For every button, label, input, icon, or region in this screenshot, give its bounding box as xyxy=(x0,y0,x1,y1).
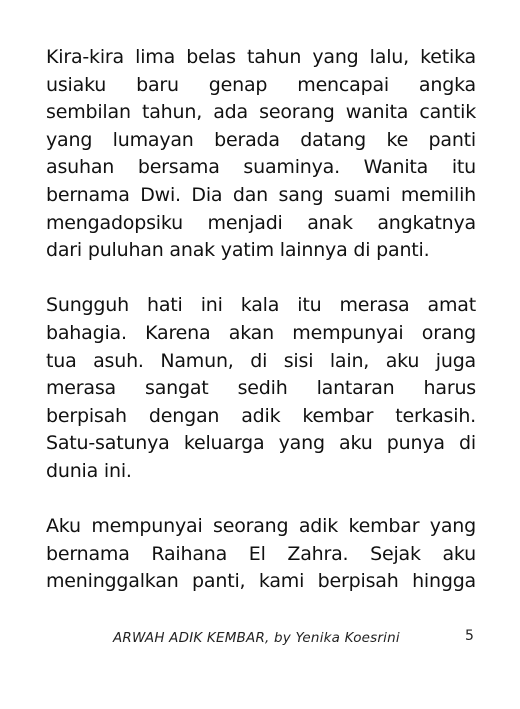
text-line: Kira-kira lima belas tahun yang lalu, ketika xyxy=(46,46,476,68)
text-line: asuhan bersama suaminya. Wanita itu xyxy=(46,156,476,179)
paragraph-2 xyxy=(46,292,476,485)
text-line: mengadopsiku menjadi anak angkatnya xyxy=(46,211,476,234)
text-line: berpisah dengan adik kembar terkasih. xyxy=(46,404,476,427)
text-line: meninggalkan panti, kami berpisah hingga xyxy=(46,570,476,593)
text-line: bahagia. Karena akan mempunyai orang xyxy=(46,321,476,344)
text-line: usiaku baru genap mencapai angka xyxy=(46,73,476,96)
text-line: Satu-satunya keluarga yang aku punya di xyxy=(46,432,476,455)
page-footer xyxy=(0,628,520,650)
running-title: ARWAH ADIK KEMBAR, by Yenika Koesrini xyxy=(113,630,400,646)
text-line: bernama Dwi. Dia dan sang suami memilih xyxy=(46,183,476,206)
text-line: dunia ini. xyxy=(46,459,132,482)
text-line: sembilan tahun, ada seorang wanita cantik xyxy=(46,101,476,124)
page-number: 5 xyxy=(465,628,474,644)
text-line: Sungguh hati ini kala itu merasa amat xyxy=(46,294,476,317)
text-line: Aku mempunyai seorang adik kembar yang xyxy=(46,515,476,538)
text-line: yang lumayan berada datang ke panti xyxy=(46,128,476,151)
text-line: dari puluhan anak yatim lainnya di panti. xyxy=(46,239,430,262)
paragraph-3 xyxy=(46,513,476,596)
text-line: bernama Raihana El Zahra. Sejak aku xyxy=(46,542,476,565)
paragraph-1 xyxy=(46,44,476,265)
body-text xyxy=(46,44,476,623)
text-line: tua asuh. Namun, di sisi lain, aku juga xyxy=(46,349,476,372)
text-line: merasa sangat sedih lantaran harus xyxy=(46,377,476,400)
